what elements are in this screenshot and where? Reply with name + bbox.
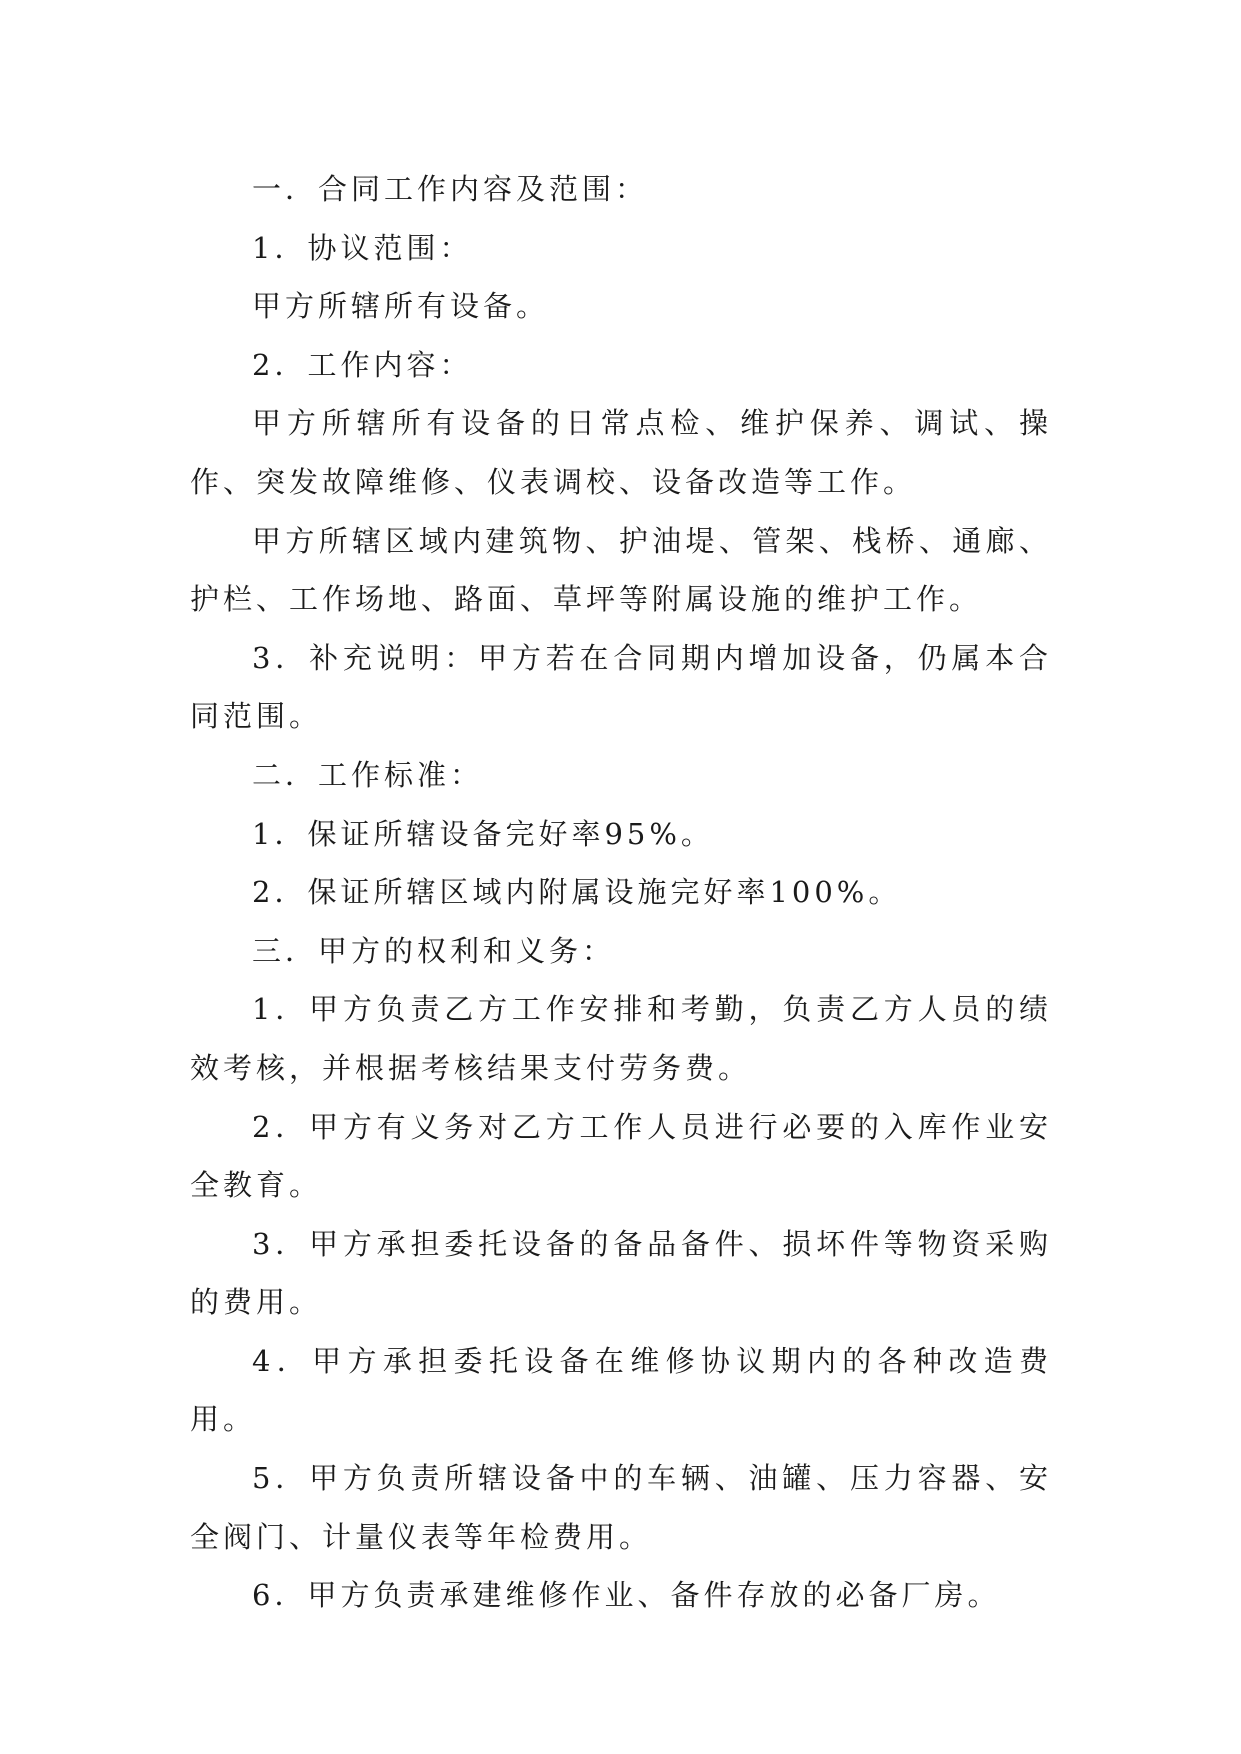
section-heading-3: 三．甲方的权利和义务： bbox=[252, 933, 616, 968]
clause-2-2: 2．保证所辖区域内附属设施完好率100%。 bbox=[252, 875, 902, 910]
clause-1-2-text-b: 甲方所辖区域内建筑物、护油堤、管架、栈桥、通廊、护栏、工作场地、路面、草坪等附属设施的维护工作。 bbox=[190, 523, 1052, 617]
clause-3-5: 5．甲方负责所辖设备中的车辆、油罐、压力容器、安全阀门、计量仪表等年检费用。 bbox=[190, 1461, 1052, 1554]
section-heading-2: 二．工作标准： bbox=[252, 757, 484, 792]
clause-3-3: 3．甲方承担委托设备的备品备件、损坏件等物资采购的费用。 bbox=[190, 1226, 1052, 1320]
clause-3-4: 4．甲方承担委托设备在维修协议期内的各种改造费用。 bbox=[190, 1343, 1052, 1437]
clause-3-2: 2．甲方有义务对乙方工作人员进行必要的入库作业安全教育。 bbox=[190, 1109, 1052, 1203]
section-heading-1: 一．合同工作内容及范围： bbox=[252, 172, 649, 206]
clause-1-2-heading: 2．工作内容： bbox=[252, 347, 473, 382]
clause-1-1-heading: 1．协议范围： bbox=[252, 230, 473, 265]
clause-3-6: 6．甲方负责承建维修作业、备件存放的必备厂房。 bbox=[252, 1578, 1001, 1613]
clause-2-1: 1．保证所辖设备完好率95%。 bbox=[252, 816, 714, 851]
clause-1-2-text-a: 甲方所辖所有设备的日常点检、维护保养、调试、操作、突发故障维修、仪表调校、设备改造等工作。 bbox=[190, 406, 1052, 499]
clause-1-3: 3．补充说明：甲方若在合同期内增加设备，仍属本合同范围。 bbox=[190, 640, 1052, 734]
clause-3-1: 1．甲方负责乙方工作安排和考勤，负责乙方人员的绩效考核，并根据考核结果支付劳务费。 bbox=[190, 992, 1052, 1085]
document-body bbox=[190, 160, 1052, 1625]
clause-1-1-text: 甲方所辖所有设备。 bbox=[252, 289, 550, 324]
